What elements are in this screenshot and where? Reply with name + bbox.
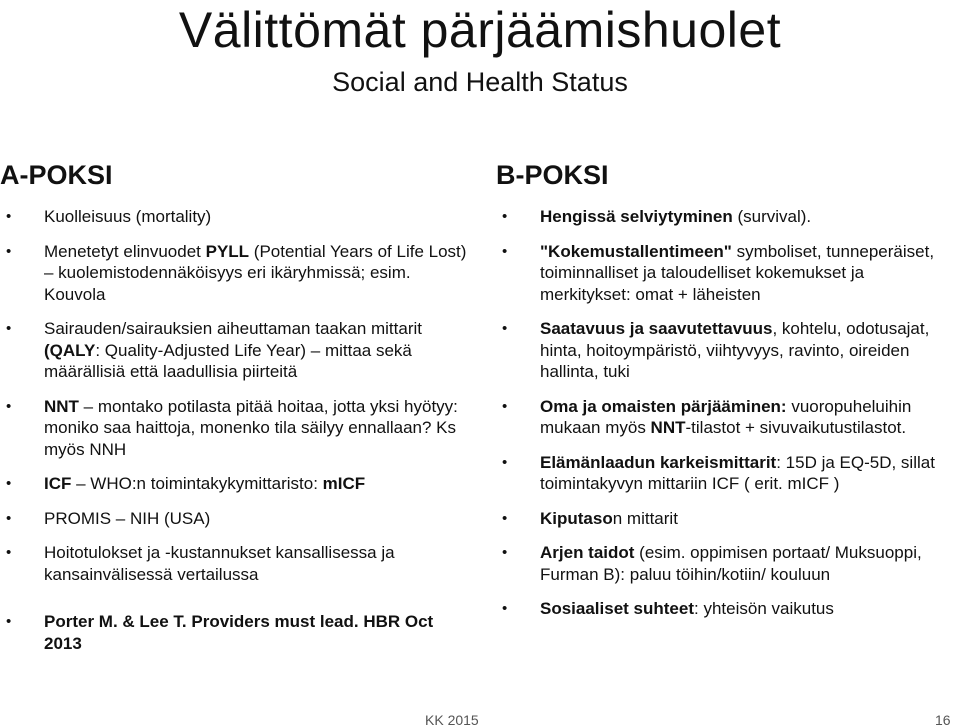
bold-text: Saatavuus ja saavutettavuus bbox=[540, 319, 773, 338]
text: – montako potilasta pitää hoitaa, jotta yksi hyötyy: moniko saa haittoja, monenko tila säilyy ennallaan? Ks myös NNH bbox=[44, 396, 458, 459]
slide-subtitle: Social and Health Status bbox=[332, 67, 628, 97]
box-a-list bbox=[0, 206, 470, 654]
bullet-item bbox=[0, 542, 470, 585]
text: symboliset, tunneperäiset, toiminnalliset ja taloudelliset kokemukset ja merkitykset: omat + läheisten bbox=[540, 241, 935, 304]
bold-text: Sosiaaliset suhteet bbox=[540, 599, 695, 618]
text: , kohtelu, odotusajat, hinta, hoitoympäristö, viihtyvyys, ravinto, oireiden hallinta, tuki bbox=[540, 319, 930, 381]
text: Menetetyt elinvuodet bbox=[44, 241, 206, 261]
bullet-item bbox=[496, 241, 956, 306]
bullet-item bbox=[0, 206, 470, 228]
text: Sairauden/sairauksien aiheuttaman taakan mittarit bbox=[44, 319, 422, 338]
bullet-item bbox=[0, 396, 470, 461]
bold-text: Hengissä selviytyminen bbox=[540, 207, 733, 226]
text: – WHO:n toimintakykymittaristo: bbox=[71, 474, 323, 493]
bold-text: NNT bbox=[44, 396, 79, 416]
bullet-item bbox=[496, 598, 956, 620]
bullet-item bbox=[496, 542, 956, 585]
bold-text: Arjen taidot bbox=[540, 543, 635, 562]
bold-text: ICF bbox=[44, 474, 72, 493]
text: PROMIS – NIH (USA) bbox=[44, 508, 211, 528]
bold-text: Kiputaso bbox=[540, 508, 613, 528]
text: (Potential Years of Life Lost) – kuolemistodennäköisyys eri ikäryhmissä; esim. Kouvola bbox=[44, 241, 467, 304]
bold-text: (QALY bbox=[44, 340, 96, 360]
slide-title: Välittömät pärjäämishuolet bbox=[178, 2, 782, 58]
box-b-column bbox=[496, 158, 956, 633]
text: Hoitotulokset ja -kustannukset kansallisessa ja kansainvälisessä vertailussa bbox=[44, 543, 395, 584]
bullet-item bbox=[496, 206, 956, 228]
bullet-item bbox=[0, 611, 470, 654]
bullet-item bbox=[0, 318, 470, 383]
text: : yhteisön vaikutus bbox=[694, 599, 834, 618]
text: : Quality-Adjusted Life Year) – mittaa sekä määrällisiä että laadullisia piirteitä bbox=[44, 340, 412, 381]
text: (survival). bbox=[732, 207, 812, 226]
bullet-item bbox=[496, 508, 956, 530]
bullet-item bbox=[0, 508, 470, 530]
bullet-item bbox=[496, 452, 956, 495]
text: Kuolleisuus (mortality) bbox=[44, 207, 212, 226]
box-a-heading: A-POKSI bbox=[0, 160, 113, 190]
bold-text: NNT bbox=[650, 418, 686, 437]
bullet-item bbox=[0, 241, 470, 306]
box-b-list bbox=[496, 206, 956, 620]
bold-text: mICF bbox=[322, 474, 366, 493]
footer-label: KK 2015 bbox=[425, 712, 479, 728]
bullet-item bbox=[496, 318, 956, 383]
slide-number: 16 bbox=[935, 712, 951, 728]
bullet-item bbox=[0, 473, 470, 495]
bold-text: Elämänlaadun karkeismittarit bbox=[540, 452, 777, 472]
text: (esim. oppimisen portaat/ Muksuoppi, Furman B): paluu töihin/kotiin/ kouluun bbox=[540, 543, 922, 584]
text: n mittarit bbox=[612, 508, 678, 528]
bold-text: "Kokemustallentimeen" bbox=[540, 241, 732, 261]
text: : 15D ja EQ-5D, sillat toimintakyvyn mittariin ICF ( erit. mICF ) bbox=[540, 452, 935, 493]
text: vuoropuheluihin mukaan myös bbox=[540, 396, 912, 437]
bold-text: PYLL bbox=[205, 241, 250, 261]
box-a-column bbox=[0, 158, 470, 667]
bold-text: Porter M. & Lee T. Providers must lead. HBR Oct 2013 bbox=[44, 612, 434, 653]
box-b-heading: B-POKSI bbox=[496, 160, 609, 190]
bold-text: Oma ja omaisten pärjääminen: bbox=[540, 396, 787, 416]
bullet-item bbox=[496, 396, 956, 439]
text: -tilastot + sivuvaikutustilastot. bbox=[685, 418, 907, 437]
